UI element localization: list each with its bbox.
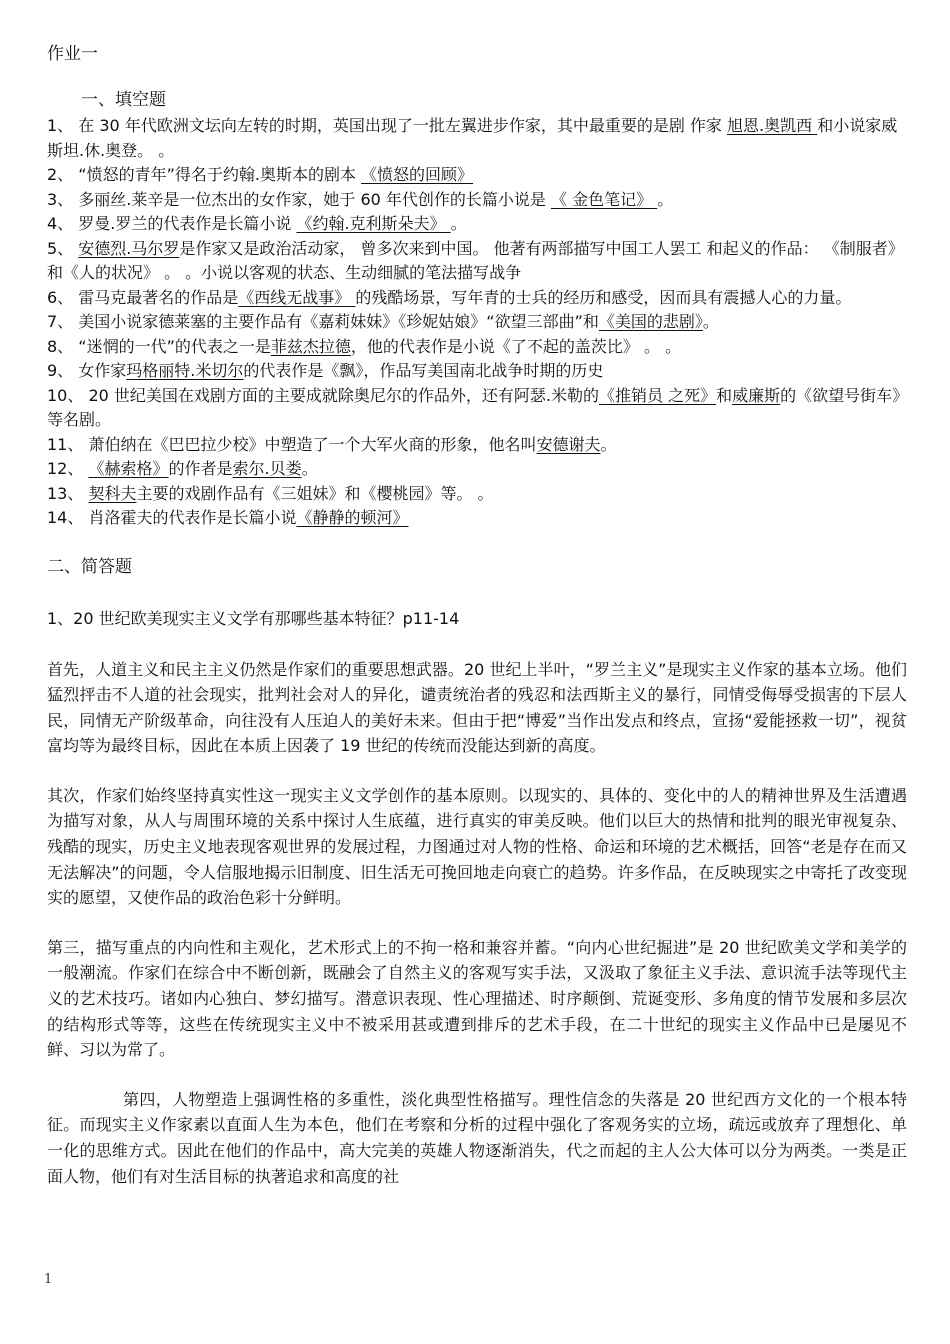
question-text: “迷惘的一代”的代表之一是 — [78, 336, 271, 356]
answer-text: 旭恩.奥凯西 — [727, 116, 818, 135]
answer-paragraph-4: 第四，人物塑造上强调性格的多重性，淡化典型性格描写。理性信念的失落是 20 世纪西方文化的一个根本特征。而现实主义作家素以直面人生为本色，他们在考察和分析的过程中强化了客观务实的立场，疏远或放弃了理想化、单一化的思维方式。因此在他们的作品中，高大完美的英雄人物逐渐消失，代之而起的主人公大体可以分为两类。一类是正面人物，他们有对生活目标的执著追求和高度的社 — [47, 1089, 907, 1186]
answer-paragraph-2: 其次，作家们始终坚持真实性这一现实主义文学创作的基本原则。以现实的、具体的、变化中的人的精神世界及生活遭遇为描写对象，从人与周围环境的关系中探讨人生底蕴，进行真实的审美反映。他们以巨大的热情和批判的眼光审视复杂、残酷的现实，历史主义地表现客观世界的发展过程，力图通过对人物的性格、命运和环境的艺术概括，回答“老是存在而又无法解决”的问题，令人信服地揭示旧制度、旧生活无可挽回地走向衰亡的趋势。许多作品，在反映现实之中寄托了改变现实的愿望，又使作品的政治色彩十分鲜明。 — [47, 785, 907, 908]
question-text: 女作家 — [78, 361, 127, 380]
question-text: 的作者是 — [168, 459, 233, 478]
answer-text: 契科夫 — [88, 483, 137, 503]
fill-question-2 — [47, 163, 907, 188]
question-number: 5、 — [47, 238, 79, 258]
page-number: 1 — [44, 1272, 53, 1287]
fill-question-13 — [47, 482, 907, 507]
question-number: 11、 — [47, 434, 89, 454]
fill-question-11 — [47, 433, 907, 458]
document-page — [47, 42, 907, 1213]
doc-title: 作业一 — [47, 44, 98, 64]
question-number: 2、 — [47, 165, 79, 184]
answer-text: 《约翰.克利斯朵夫》 — [296, 214, 451, 233]
question-text: 。 — [702, 312, 719, 331]
fill-question-14 — [47, 506, 907, 531]
question-text: 。 — [301, 459, 318, 478]
fill-question-1 — [47, 114, 907, 163]
answer-text: 安德烈.马尔罗 — [78, 238, 180, 258]
fill-question-4 — [47, 212, 907, 237]
question-number: 8、 — [47, 336, 79, 356]
question-number: 7、 — [47, 312, 79, 331]
fill-question-7 — [47, 310, 907, 335]
question-text: 。 — [600, 434, 617, 454]
question-text: 的代表作是《飘》，作品写美国南北战争时期的历史 — [243, 361, 604, 380]
question-number: 6、 — [47, 287, 79, 307]
question-number: 13、 — [47, 483, 89, 503]
question-text: 罗曼.罗兰的代表作是长篇小说 — [78, 214, 297, 233]
answer-text: 《赫索格》 — [88, 459, 169, 478]
question-text: 萧伯纳在《巴巴拉少校》中塑造了一个大军火商的形象，他名叫 — [88, 434, 537, 454]
fill-question-3 — [47, 188, 907, 213]
section-short-answer-heading: 二、简答题 — [47, 556, 132, 577]
question-text: 肖洛霍夫的代表作是长篇小说 — [88, 508, 297, 527]
fill-question-6 — [47, 286, 907, 311]
question-1-heading: 1、20 世纪欧美现实主义文学有那哪些基本特征？p11-14 — [47, 608, 460, 628]
answer-paragraph-3: 第三，描写重点的内向性和主观化，艺术形式上的不拘一格和兼容并蓄。“向内心世纪掘进”是 20 世纪欧美文学和美学的一般潮流。作家们在综合中不断创新，既融会了自然主义的客观写实手法，又汲取了象征主义手法、意识流手法等现代主义的艺术技巧。诸如内心独白、梦幻描写。潜意识表现、性心理描述、时序颠倒、荒诞变形、多角度的情节发展和多层次的结构形式等等，这些在传统现实主义中不被采用甚或遭到排斥的艺术手段，在二十世纪的现实主义作品中已是屡见不鲜、习以为常了。 — [47, 937, 907, 1060]
question-text: 20 世纪美国在戏剧方面的主要成就除奥尼尔的作品外，还有阿瑟.米勒的 — [88, 385, 599, 405]
answer-text: 威廉斯 — [732, 385, 781, 405]
question-number: 3、 — [47, 189, 79, 209]
section-fill-heading: 一、填空题 — [81, 90, 166, 110]
question-text: 主要的戏剧作品有《三姐妹》和《樱桃园》等。 。 — [136, 483, 494, 503]
answer-text: 《静静的顿河》 — [296, 508, 409, 527]
answer-text: 菲兹杰拉德 — [270, 336, 351, 356]
question-number: 14、 — [47, 508, 89, 527]
question-text: 的《欲望号街车》等名剧。 — [47, 385, 901, 429]
question-number: 10、 — [47, 385, 89, 405]
fill-question-10 — [47, 384, 907, 433]
question-text: 的残酷场景，写年青的士兵的经历和感受，因而具有震撼人心的力量。 — [355, 287, 852, 307]
question-text: 雷马克最著名的作品是 — [78, 287, 239, 307]
question-text: 在 30 年代欧洲文坛向左转的时期，英国出现了一批左翼进步作家，其中最重要的是剧 作家 — [78, 116, 727, 135]
question-number: 9、 — [47, 361, 79, 380]
answer-text: 玛格丽特.米切尔 — [126, 361, 244, 380]
question-text: 和小说家威斯坦.休.奥登。 。 — [47, 116, 898, 160]
fill-question-5 — [47, 237, 907, 286]
fill-question-9 — [47, 359, 907, 384]
answer-paragraph-1: 首先，人道主义和民主主义仍然是作家们的重要思想武器。20 世纪上半叶，“罗兰主义”是现实主义作家的基本立场。他们猛烈抨击不人道的社会现实，批判社会对人的异化，谴责统治者的残忍和法西斯主义的暴行，同情受侮辱受损害的下层人民，同情无产阶级革命，向往没有人压迫人的美好未来。但由于把“博爱”当作出发点和终点，宣扬“爱能拯救一切”，视贫富均等为最终目标，因此在本质上因袭了 19 世纪的传统而没能达到新的高度。 — [47, 659, 907, 756]
answer-text: 安德谢夫 — [536, 434, 601, 454]
answer-text: 索尔.贝娄 — [232, 459, 302, 478]
question-text: 。 — [657, 189, 674, 209]
answer-text: 《 金色笔记》 — [551, 189, 658, 209]
question-text: 是作家又是政治活动家， 曾多次来到中国。 他著有两部描写中国工人罢工 和起义的作品： 《制服者》和《人的状况》 。 。小说以客观的状态、生动细腻的笔法描写战争 — [47, 238, 904, 282]
question-number: 4、 — [47, 214, 79, 233]
answer-text: 《西线无战事》 — [238, 287, 356, 307]
question-text: 美国小说家德莱塞的主要作品有《嘉莉妹妹》《珍妮姑娘》“欲望三部曲”和 — [78, 312, 599, 331]
question-number: 1、 — [47, 116, 79, 135]
question-text: 和 — [716, 385, 733, 405]
question-text: ，他的代表作是小说《了不起的盖茨比》 。 。 — [350, 336, 682, 356]
question-text: “愤怒的青年”得名于约翰.奥斯本的剧本 — [78, 165, 362, 184]
answer-text: 《愤怒的回顾》 — [361, 165, 474, 184]
question-text: 多丽丝.莱辛是一位杰出的女作家，她于 60 年代创作的长篇小说是 — [78, 189, 551, 209]
fill-question-list — [47, 114, 907, 531]
answer-text: 《推销员 之死》 — [599, 385, 717, 405]
question-text: 。 — [450, 214, 467, 233]
fill-question-12 — [47, 457, 907, 482]
question-number: 12、 — [47, 459, 89, 478]
fill-question-8 — [47, 335, 907, 360]
answer-text: 《美国的悲剧》 — [598, 312, 703, 331]
